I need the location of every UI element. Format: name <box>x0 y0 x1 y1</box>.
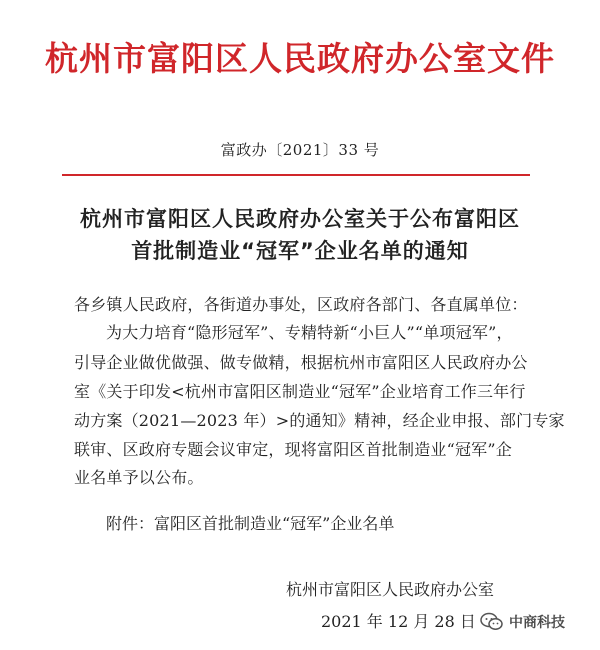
body-line: 业名单予以公布。 <box>74 468 204 487</box>
attachment-line: 附件：富阳区首批制造业“冠军”企业名单 <box>106 514 395 533</box>
body-line: 室《关于印发<杭州市富阳区制造业“冠军”企业培育工作三年行 <box>74 382 526 401</box>
notice-title-line1: 杭州市富阳区人民政府办公室关于公布富阳区 <box>80 207 520 231</box>
doc-number: 富政办〔2021〕33 号 <box>220 141 380 159</box>
watermark <box>480 609 565 635</box>
recipients: 各乡镇人民政府，各街道办事处，区政府各部门、各直属单位： <box>74 295 528 314</box>
body-line: 联审、区政府专题会议审定，现将富阳区首批制造业“冠军”企 <box>74 440 512 459</box>
body-line: 动方案（2021—2023 年）>的通知》精神，经企业申报、部门专家 <box>74 411 565 430</box>
issuer-name: 杭州市富阳区人民政府办公室 <box>286 580 495 599</box>
header-title: 杭州市富阳区人民政府办公室文件 <box>45 39 555 78</box>
body-line: 引导企业做优做强、做专做精，根据杭州市富阳区人民政府办公 <box>74 353 528 372</box>
issue-date: 2021 年 12 月 28 日 <box>321 612 476 631</box>
wechat-icon <box>480 612 504 632</box>
body-line: 为大力培育“隐形冠军”、专精特新“小巨人”“单项冠军”， <box>106 323 513 342</box>
notice-title-line2: 首批制造业“冠军”企业名单的通知 <box>131 239 469 263</box>
watermark-text: 中商科技 <box>509 615 565 631</box>
red-rule <box>62 174 530 176</box>
